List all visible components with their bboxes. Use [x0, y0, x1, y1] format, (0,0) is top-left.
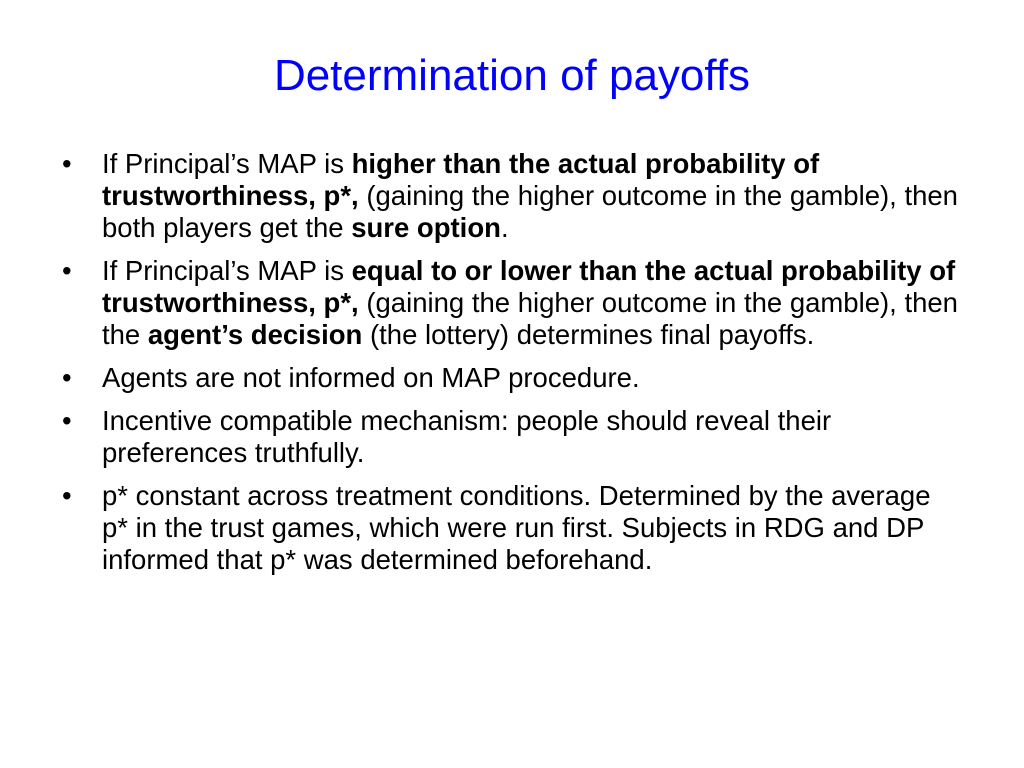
bullet-glyph: • [62, 255, 72, 286]
text-segment: If Principal’s MAP is [102, 255, 352, 286]
text-segment: (gaining the higher outcome in the gamble), then the [102, 287, 958, 350]
bullet-glyph: • [62, 148, 72, 179]
bullet-item [62, 255, 962, 351]
bullet-item [62, 148, 962, 244]
bullet-glyph: • [62, 405, 72, 436]
slide-title: Determination of payoffs [273, 51, 751, 100]
bullet-item [62, 480, 962, 576]
bullet-text [102, 255, 958, 350]
bullet-text: Incentive compatible mechanism: people should reveal their preferences truthfully. [102, 405, 832, 468]
bullet-item [62, 362, 962, 394]
bullet-list [62, 148, 962, 576]
bullet-text [102, 148, 958, 243]
text-segment: (gaining the higher outcome in the gamble), then both players get the [102, 180, 958, 243]
text-segment-bold: equal to or lower than the actual probability of trustworthiness, p*, [102, 255, 956, 318]
text-segment-bold: higher than the actual probability of trustworthiness, p*, [102, 148, 820, 211]
bullet-item [62, 405, 962, 469]
text-segment: (the lottery) determines final payoffs. [362, 319, 815, 350]
text-segment-bold: sure option [351, 212, 501, 243]
text-segment-bold: agent’s decision [147, 319, 363, 350]
text-segment: If Principal’s MAP is [102, 148, 352, 179]
text-segment: . [500, 212, 509, 243]
bullet-glyph: • [62, 362, 72, 393]
bullet-text: p* constant across treatment conditions. Determined by the average p* in the trust games, which were run first. Subjects in RDG and DP informed that p* was determined beforehand. [102, 480, 931, 575]
bullet-text: Agents are not informed on MAP procedure. [102, 362, 640, 393]
bullet-glyph: • [62, 480, 72, 511]
